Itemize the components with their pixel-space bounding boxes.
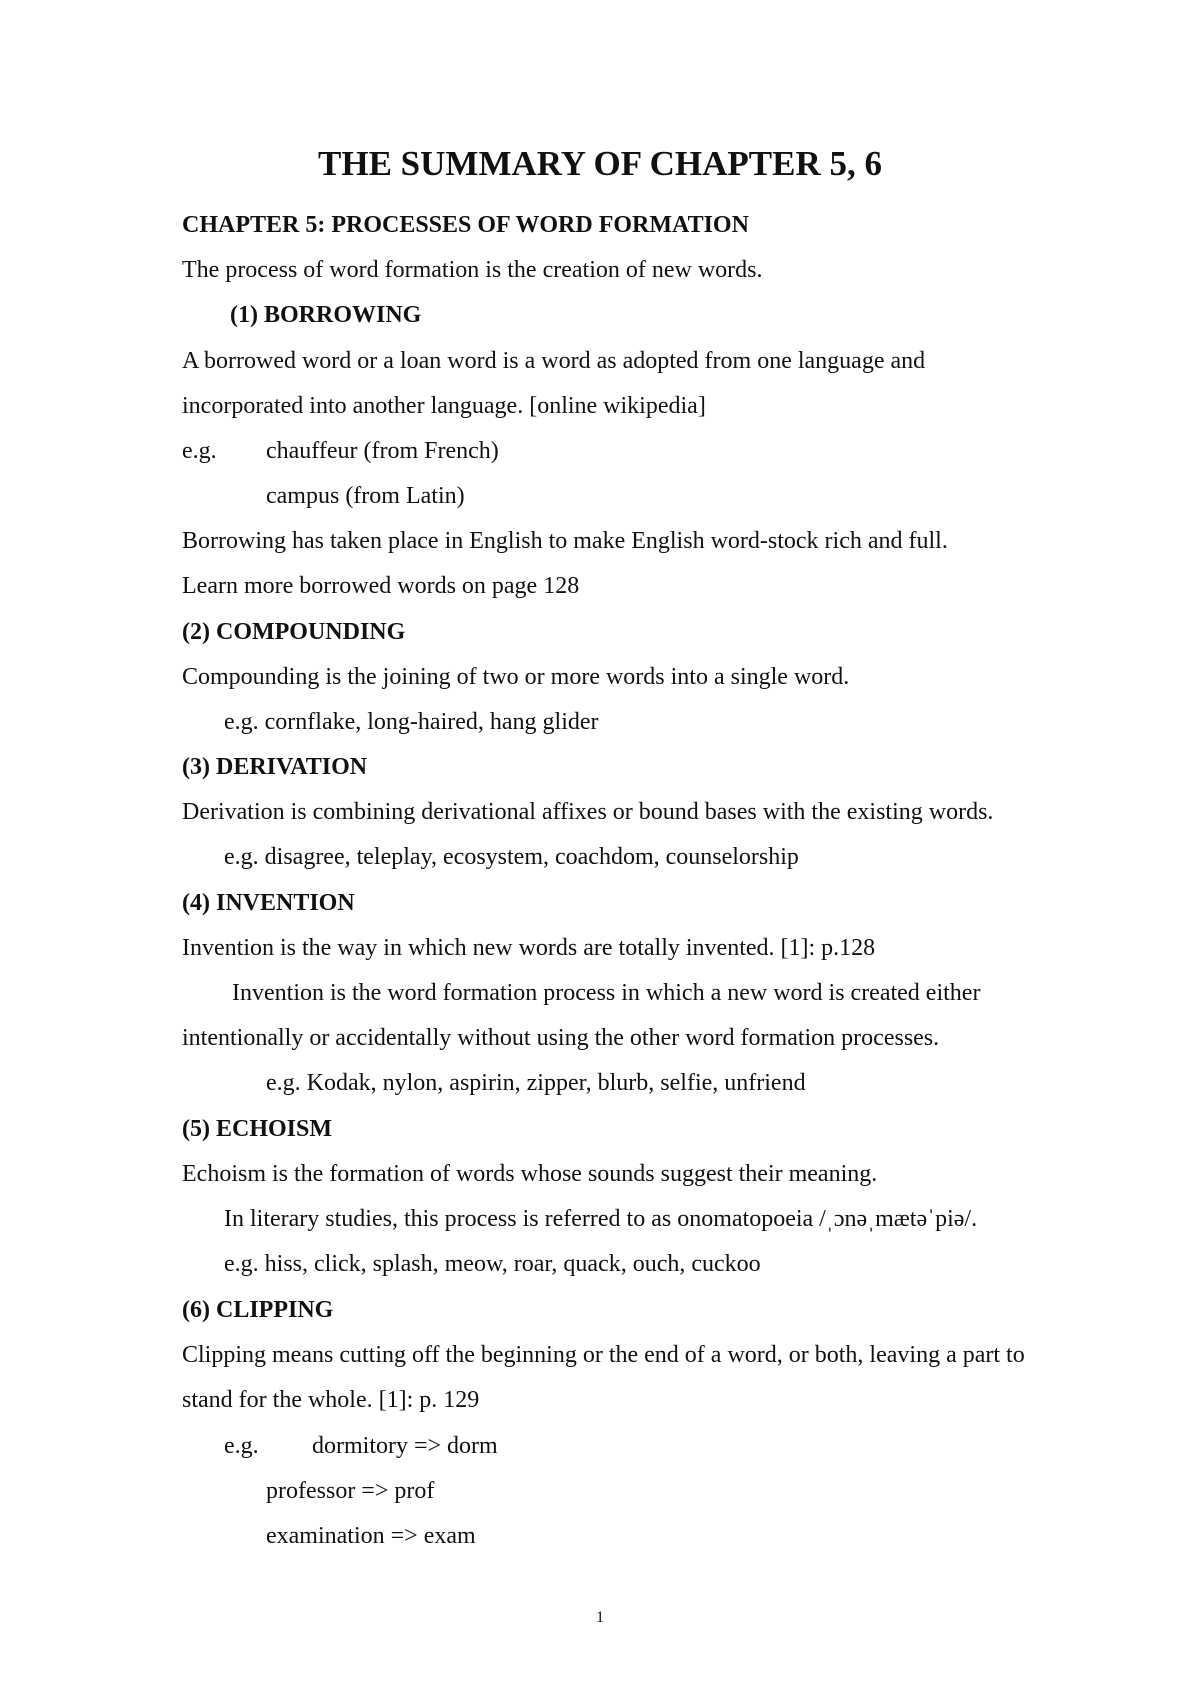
echoism-literary-note: In literary studies, this process is referred to as onomatopoeia /ˌɔnəˌmætəˈpiə/. [224,1206,978,1232]
eg-label: e.g. [182,438,217,464]
clipping-example-row-1 [224,1431,498,1461]
compounding-definition: Compounding is the joining of two or more words into a single word. [182,664,850,690]
invention-definition: Invention is the way in which new words are totally invented. [1]: p.128 [182,935,876,961]
eg-label: e.g. [224,1433,259,1459]
clipping-definition-line-1: Clipping means cutting off the beginning or the end of a word, or both, leaving a part to [182,1342,1025,1368]
clipping-example-1: dormitory => dorm [312,1433,498,1459]
page-number: 1 [596,1609,604,1626]
borrowing-definition-line-2: incorporated into another language. [online wikipedia] [182,393,706,419]
document-title: THE SUMMARY OF CHAPTER 5, 6 [318,144,882,183]
compounding-examples: e.g. cornflake, long-haired, hang glider [224,709,599,735]
invention-definition-2-line-2: intentionally or accidentally without using the other word formation processes. [182,1025,940,1051]
clipping-example-3: examination => exam [266,1523,476,1549]
echoism-examples: e.g. hiss, click, splash, meow, roar, quack, ouch, cuckoo [224,1251,761,1277]
section-heading-borrowing: (1) BORROWING [230,302,422,328]
derivation-examples: e.g. disagree, teleplay, ecosystem, coachdom, counselorship [224,844,799,870]
section-heading-derivation: (3) DERIVATION [182,754,368,780]
chapter-intro: The process of word formation is the creation of new words. [182,257,763,283]
derivation-definition: Derivation is combining derivational affixes or bound bases with the existing words. [182,799,994,825]
borrowing-note-2: Learn more borrowed words on page 128 [182,573,580,599]
chapter-heading: CHAPTER 5: PROCESSES OF WORD FORMATION [182,212,749,238]
borrowing-note-1: Borrowing has taken place in English to make English word-stock rich and full. [182,528,948,554]
borrowing-definition-line-1: A borrowed word or a loan word is a word as adopted from one language and [182,348,926,374]
section-heading-compounding: (2) COMPOUNDING [182,619,406,645]
section-heading-echoism: (5) ECHOISM [182,1116,332,1142]
invention-definition-2-line-1: Invention is the word formation process in which a new word is created either [232,980,981,1006]
section-heading-clipping: (6) CLIPPING [182,1297,334,1323]
section-heading-invention: (4) INVENTION [182,890,355,916]
invention-examples: e.g. Kodak, nylon, aspirin, zipper, blurb, selfie, unfriend [266,1070,806,1096]
borrowing-example-1: chauffeur (from French) [266,438,499,464]
borrowing-example-row-1 [182,436,499,466]
borrowing-example-2: campus (from Latin) [266,483,465,509]
echoism-definition: Echoism is the formation of words whose sounds suggest their meaning. [182,1161,878,1187]
clipping-example-2: professor => prof [266,1478,435,1504]
clipping-definition-line-2: stand for the whole. [1]: p. 129 [182,1387,480,1413]
